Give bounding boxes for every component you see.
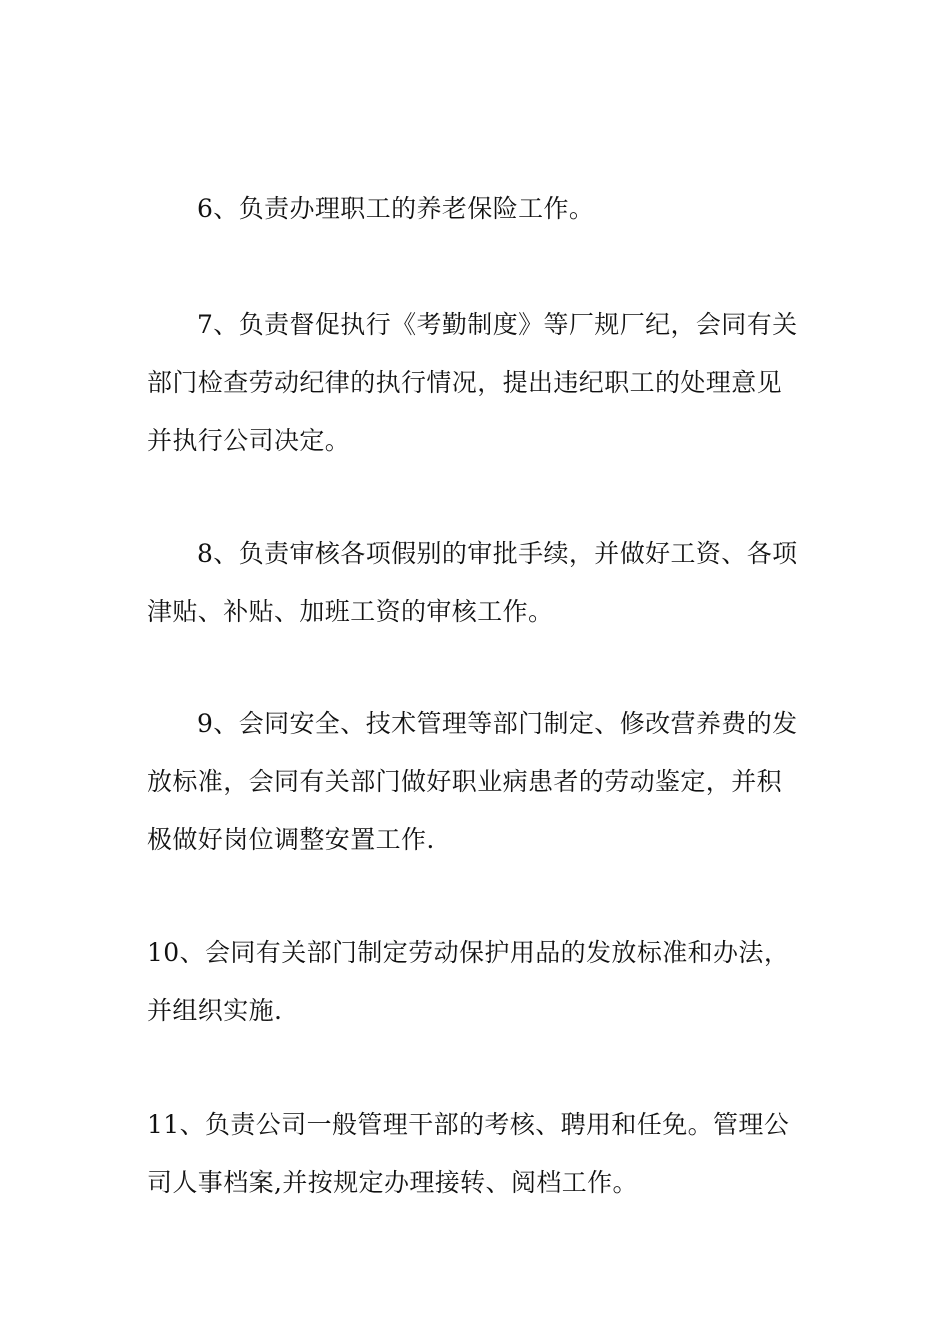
- item-9-line-3: 极做好岗位调整安置工作.: [147, 825, 435, 854]
- item-10-line-1: 10、会同有关部门制定劳动保护用品的发放标准和办法，: [147, 938, 790, 967]
- item-6-line-1: 6、负责办理职工的养老保险工作。: [197, 194, 595, 223]
- item-7-line-2: 部门检查劳动纪律的执行情况，提出违纪职工的处理意见: [147, 368, 783, 397]
- item-8-line-1: 8、负责审核各项假别的审批手续，并做好工资、各项: [197, 539, 798, 568]
- item-11-line-1: 11、负责公司一般管理干部的考核、聘用和任免。管理公: [147, 1110, 790, 1139]
- item-7-line-3: 并执行公司决定。: [147, 426, 351, 455]
- item-7-line-1: 7、负责督促执行《考勤制度》等厂规厂纪，会同有关: [197, 310, 798, 339]
- item-8-line-2: 津贴、补贴、加班工资的审核工作。: [147, 597, 554, 626]
- item-9-line-1: 9、会同安全、技术管理等部门制定、修改营养费的发: [197, 709, 798, 738]
- item-9-line-2: 放标准，会同有关部门做好职业病患者的劳动鉴定，并积: [147, 767, 783, 796]
- item-10-line-2: 并组织实施.: [147, 996, 283, 1025]
- item-11-line-2: 司人事档案,并按规定办理接转、阅档工作。: [147, 1168, 638, 1197]
